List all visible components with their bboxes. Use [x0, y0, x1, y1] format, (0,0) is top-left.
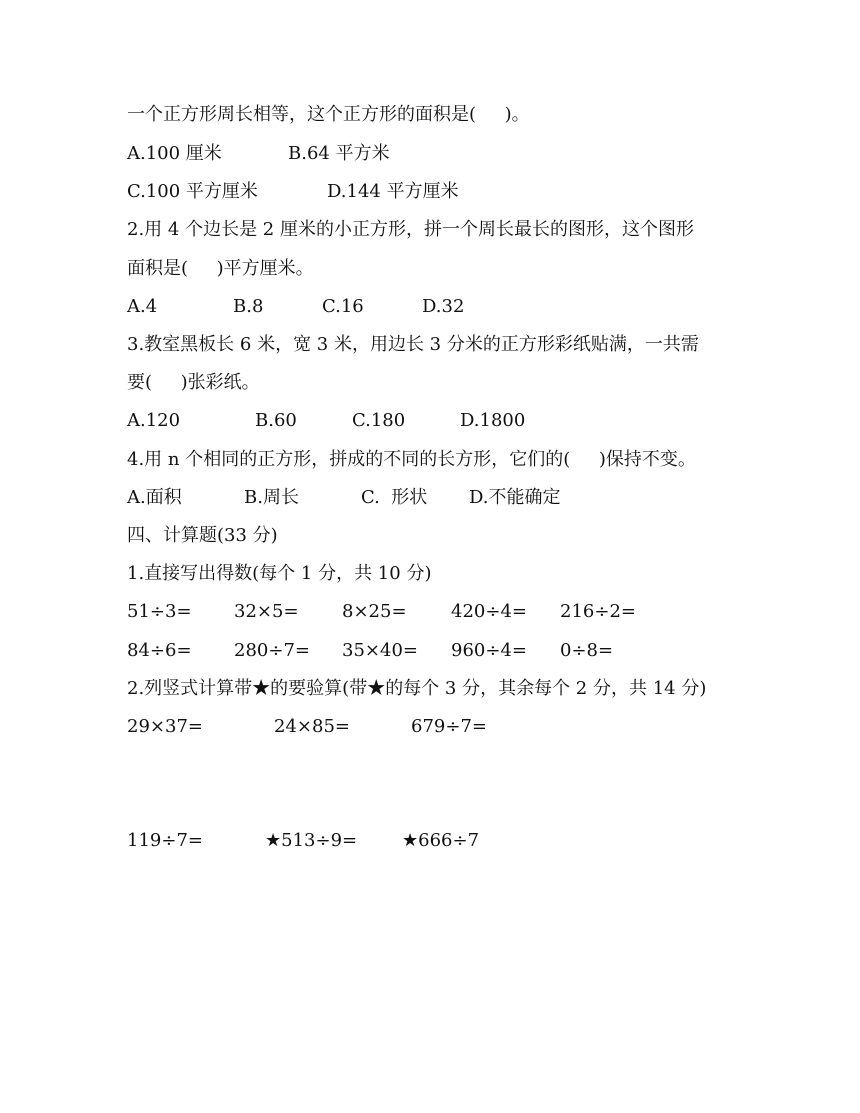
question-2-line-2: 面积是( )平方厘米。: [127, 258, 314, 279]
q3-option-b: B.60: [255, 410, 297, 431]
vertical-calc-item: 24×85=: [274, 716, 350, 737]
vertical-calc-item: 29×37=: [127, 716, 203, 737]
calc-item: 35×40=: [342, 640, 418, 661]
q4-option-a: A.面积: [127, 487, 182, 508]
q4-option-c: C. 形状: [361, 487, 428, 508]
section-4-part-2-title: 2.列竖式计算带★的要验算(带★的每个 3 分，其余每个 2 分，共 14 分): [127, 678, 707, 699]
vertical-calc-item: 679÷7=: [411, 716, 487, 737]
q2-option-c: C.16: [322, 296, 364, 317]
q1-option-b: B.64 平方米: [288, 143, 390, 164]
question-4-line-1: 4.用 n 个相同的正方形，拼成的不同的长方形，它们的( )保持不变。: [127, 449, 696, 470]
calc-item: 32×5=: [234, 601, 299, 622]
q4-option-b: B.周长: [244, 487, 299, 508]
calc-item: 8×25=: [342, 601, 407, 622]
question-3-line-2: 要( )张彩纸。: [127, 372, 260, 393]
question-3-line-1: 3.教室黑板长 6 米，宽 3 米，用边长 3 分米的正方形彩纸贴满，一共需: [127, 334, 699, 355]
calc-item: 420÷4=: [451, 601, 527, 622]
q2-option-b: B.8: [233, 296, 264, 317]
q4-option-d: D.不能确定: [469, 487, 561, 508]
question-1-stem-end: 一个正方形周长相等，这个正方形的面积是( )。: [127, 104, 530, 125]
q3-option-c: C.180: [352, 410, 406, 431]
q1-option-a: A.100 厘米: [127, 143, 222, 164]
section-4-part-1-title: 1.直接写出得数(每个 1 分，共 10 分): [127, 563, 432, 584]
section-4-title: 四、计算题(33 分): [127, 525, 278, 546]
q2-option-a: A.4: [127, 296, 158, 317]
calc-item: 51÷3=: [127, 601, 192, 622]
vertical-calc-item-starred: ★513÷9=: [265, 830, 358, 851]
q3-option-a: A.120: [127, 410, 181, 431]
calc-item: 216÷2=: [560, 601, 636, 622]
vertical-calc-item-starred: ★666÷7: [402, 830, 480, 851]
q1-option-d: D.144 平方厘米: [327, 181, 459, 202]
calc-item: 960÷4=: [451, 640, 527, 661]
q1-option-c: C.100 平方厘米: [127, 181, 258, 202]
calc-item: 280÷7=: [234, 640, 310, 661]
q2-option-d: D.32: [422, 296, 465, 317]
q3-option-d: D.1800: [460, 410, 526, 431]
calc-item: 84÷6=: [127, 640, 192, 661]
calc-item: 0÷8=: [560, 640, 614, 661]
vertical-calc-item: 119÷7=: [127, 830, 203, 851]
question-2-line-1: 2.用 4 个边长是 2 厘米的小正方形，拼一个周长最长的图形，这个图形: [127, 219, 694, 240]
